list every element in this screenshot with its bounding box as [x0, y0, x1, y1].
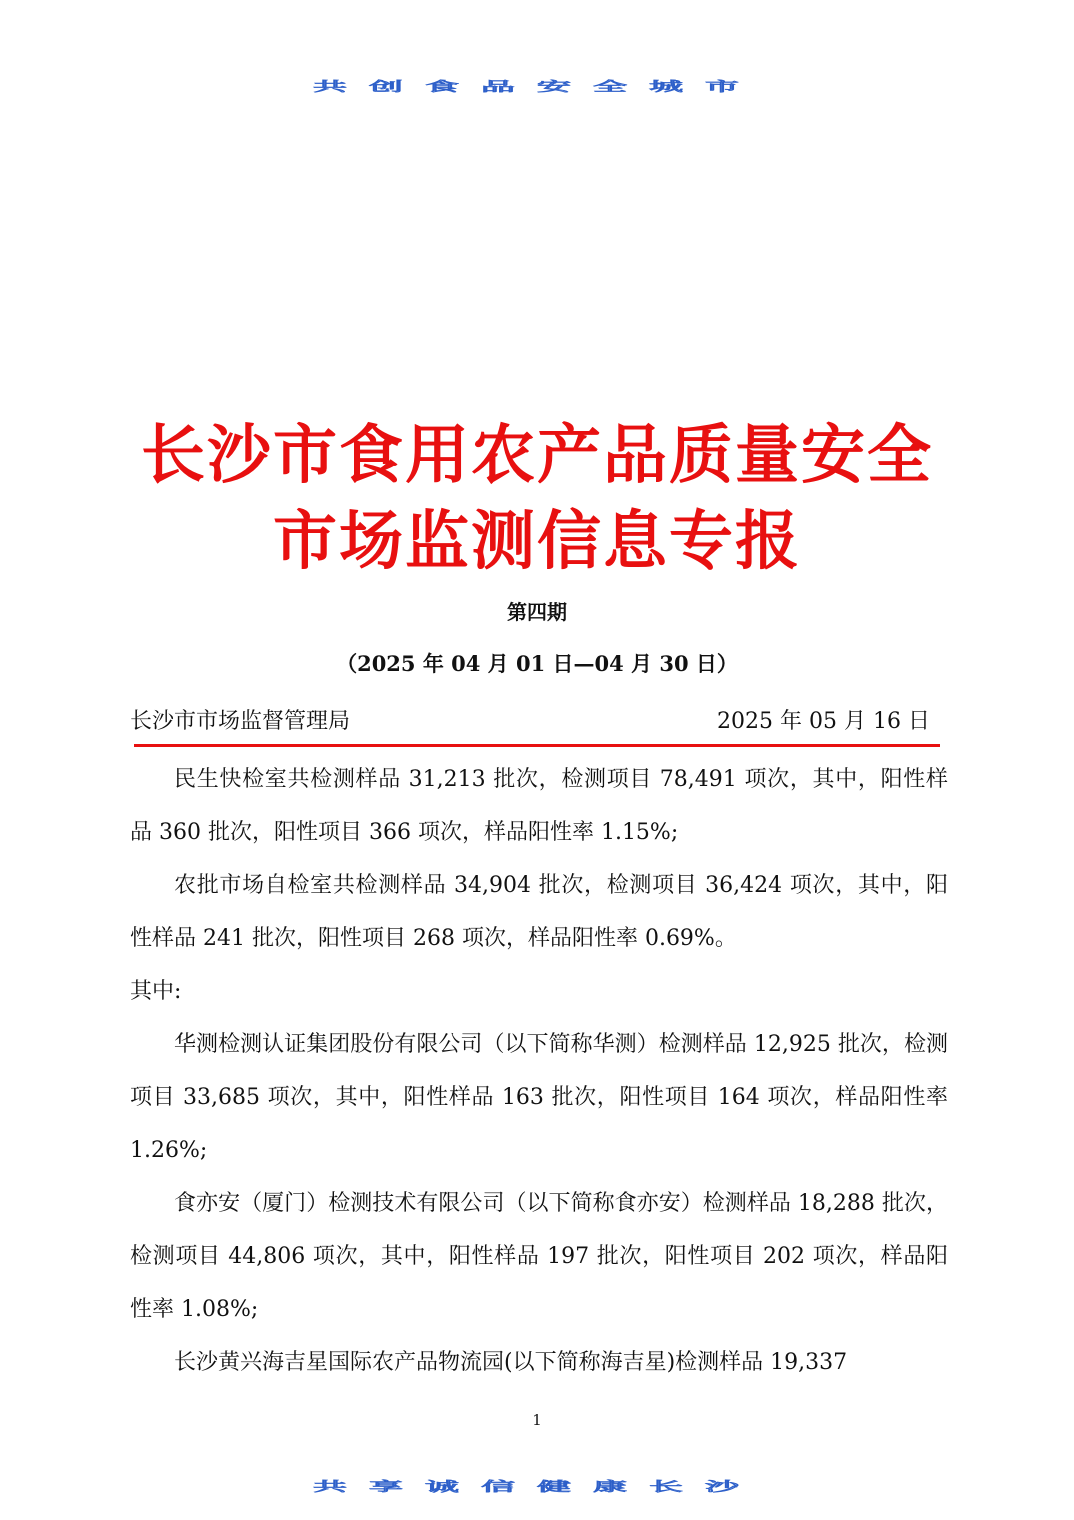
bottom-slogan-banner: 共享诚信健康长沙	[313, 1479, 761, 1495]
paragraph-among-them: 其中:	[130, 979, 182, 1004]
document-title-line-2: 市场监测信息专报	[273, 505, 801, 579]
publish-date: 2025 年 05 月 16 日	[717, 709, 930, 734]
publication-header	[130, 706, 930, 738]
paragraph-huace: 华测检测认证集团股份有限公司（以下简称华测）检测样品 12,925 批次，检测项目 33,685 项次，其中，阳性样品 163 批次，阳性项目 164 项次，样品阳性率 1.26%;	[130, 1032, 948, 1163]
issue-number: 第四期	[507, 600, 567, 624]
paragraph-haijixing: 长沙黄兴海吉星国际农产品物流园(以下简称海吉星)检测样品 19,337	[174, 1350, 848, 1375]
page-number: 1	[532, 1411, 542, 1429]
header-divider	[134, 744, 940, 747]
document-title-line-1: 长沙市食用农产品质量安全	[141, 419, 933, 493]
paragraph-wholesale-market-lab: 农批市场自检室共检测样品 34,904 批次，检测项目 36,424 项次，其中，阳性样品 241 批次，阳性项目 268 项次，样品阳性率 0.69%。	[130, 873, 948, 951]
top-slogan-banner: 共创食品安全城市	[313, 79, 761, 95]
document-body	[130, 753, 948, 1389]
paragraph-minsheng-lab: 民生快检室共检测样品 31,213 批次，检测项目 78,491 项次，其中，阳性样品 360 批次，阳性项目 366 项次，样品阳性率 1.15%;	[130, 767, 948, 845]
reporting-period: （2025 年 04 月 01 日—04 月 30 日）	[336, 651, 738, 676]
paragraph-shiyian: 食亦安（厦门）检测技术有限公司（以下简称食亦安）检测样品 18,288 批次，检测项目 44,806 项次，其中，阳性样品 197 批次，阳性项目 202 项次，样品阳性率 1.08%;	[130, 1191, 948, 1322]
publisher-name: 长沙市市场监督管理局	[130, 709, 351, 734]
